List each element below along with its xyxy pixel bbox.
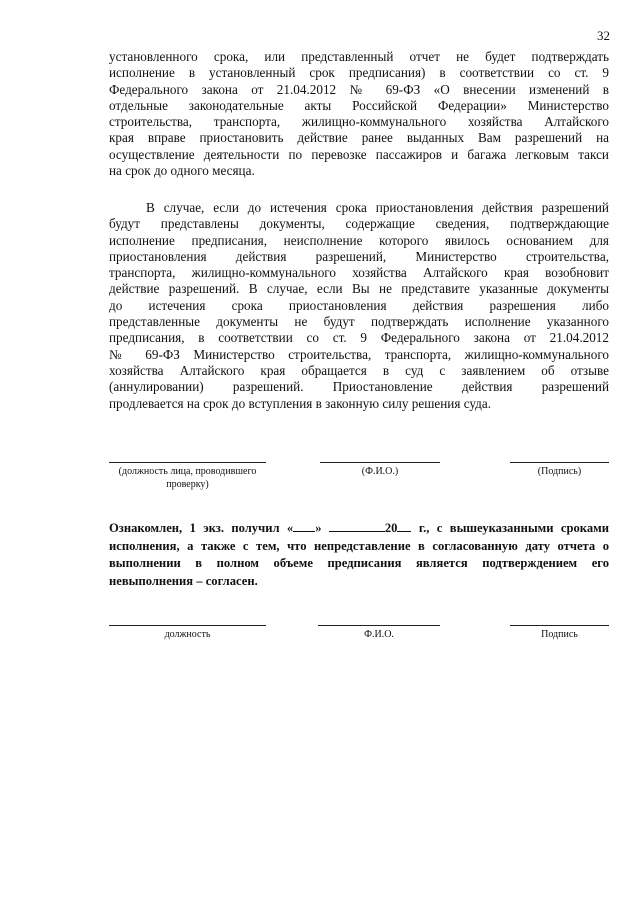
paragraph-line: продлевается на срок до вступления в законную силу решения суда. — [109, 395, 492, 411]
recipient-position-field — [109, 625, 266, 641]
recipient-signature-label: Подпись — [541, 629, 578, 640]
paragraph-suspension-warning — [109, 49, 609, 179]
acknowledgement-statement — [109, 520, 609, 590]
paragraph-line: установленного срока, или представленный отчет не будет подтверждать — [109, 49, 609, 64]
ack-text-year: 20 — [384, 521, 398, 535]
paragraph-line: предписания, в соответствии со ст. 9 Федерального закона от 21.04.2012 — [109, 330, 609, 346]
paragraph-line: хозяйства Алтайского края обращается в суд с заявлением об отзыве — [109, 362, 609, 378]
paragraph-line: Федерального закона от 21.04.2012 № 69-ФЗ «О внесении изменений в — [109, 81, 609, 97]
signature-line — [318, 625, 440, 626]
paragraph-line: (аннулировании) разрешений. Приостановление действия разрешений — [109, 379, 609, 395]
paragraph-line: строительства, транспорта, жилищно-коммунального хозяйства Алтайского — [109, 114, 609, 130]
paragraph-line: отдельные законодательные акты Российской Федерации» Министерство — [109, 97, 609, 113]
inspector-name-label: (Ф.И.О.) — [361, 466, 399, 477]
inspector-signature-field — [510, 462, 609, 478]
paragraph-line: исполнение в установленный срок предписания) в соответствии со ст. 9 — [109, 65, 609, 81]
paragraph-line: приостановления действия разрешений, Министерство строительства, — [109, 248, 609, 264]
inspector-position-label: (должность лица, проводившего проверку) — [118, 466, 257, 490]
recipient-position-label: должность — [164, 629, 211, 640]
paragraph-line: представленные документы не будут подтверждать исполнение указанного — [109, 314, 609, 330]
paragraph-line: на срок до одного месяца. — [109, 163, 255, 179]
signature-line — [320, 462, 440, 463]
inspector-position-field — [109, 462, 266, 491]
paragraph-line: В случае, если до истечения срока приостановления действия разрешений — [146, 200, 609, 215]
recipient-name-field — [318, 625, 440, 641]
signature-line — [109, 462, 266, 463]
paragraph-line: № 69-ФЗ Министерство строительства, транспорта, жилищно-коммунального — [109, 346, 609, 362]
paragraph-line: исполнение предписания, неисполнение которого явилось основанием для — [109, 232, 609, 248]
ack-text-rest: г., с вышеуказанными сроками исполнения, а также с тем, что непредставление в согласованную дату отчета о выполнении в полном объеме предписания является подтверждением его невыполнения – согласен. — [109, 521, 609, 588]
paragraph-line: осуществление деятельности по перевозке пассажиров и багажа легковым такси — [109, 146, 609, 162]
signature-line — [510, 625, 609, 626]
paragraph-line: транспорта, жилищно-коммунального хозяйства Алтайского края возобновит — [109, 265, 609, 281]
ack-text-start: Ознакомлен, 1 экз. получил « — [109, 521, 294, 535]
recipient-signature-field — [510, 625, 609, 641]
paragraph-line: края вправе приостановить действие ранее выданных Вам разрешений на — [109, 130, 609, 146]
inspector-name-field — [320, 462, 440, 478]
recipient-name-label: Ф.И.О. — [364, 629, 394, 640]
day-blank — [293, 520, 315, 532]
paragraph-line: будут представлены документы, содержащие сведения, подтверждающие — [109, 216, 609, 232]
ack-text-quote: » — [315, 521, 329, 535]
page-number: 32 — [597, 28, 610, 43]
paragraph-resumption-conditions — [109, 200, 609, 412]
inspector-signature-label: (Подпись) — [537, 466, 582, 477]
year-blank — [397, 520, 411, 532]
signature-line — [109, 625, 266, 626]
signature-line — [510, 462, 609, 463]
paragraph-line: до истечения срока приостановления действия разрешения либо — [109, 297, 609, 313]
month-blank — [329, 520, 385, 532]
paragraph-line: действие разрешений. В случае, если Вы не представите указанные документы — [109, 281, 609, 297]
